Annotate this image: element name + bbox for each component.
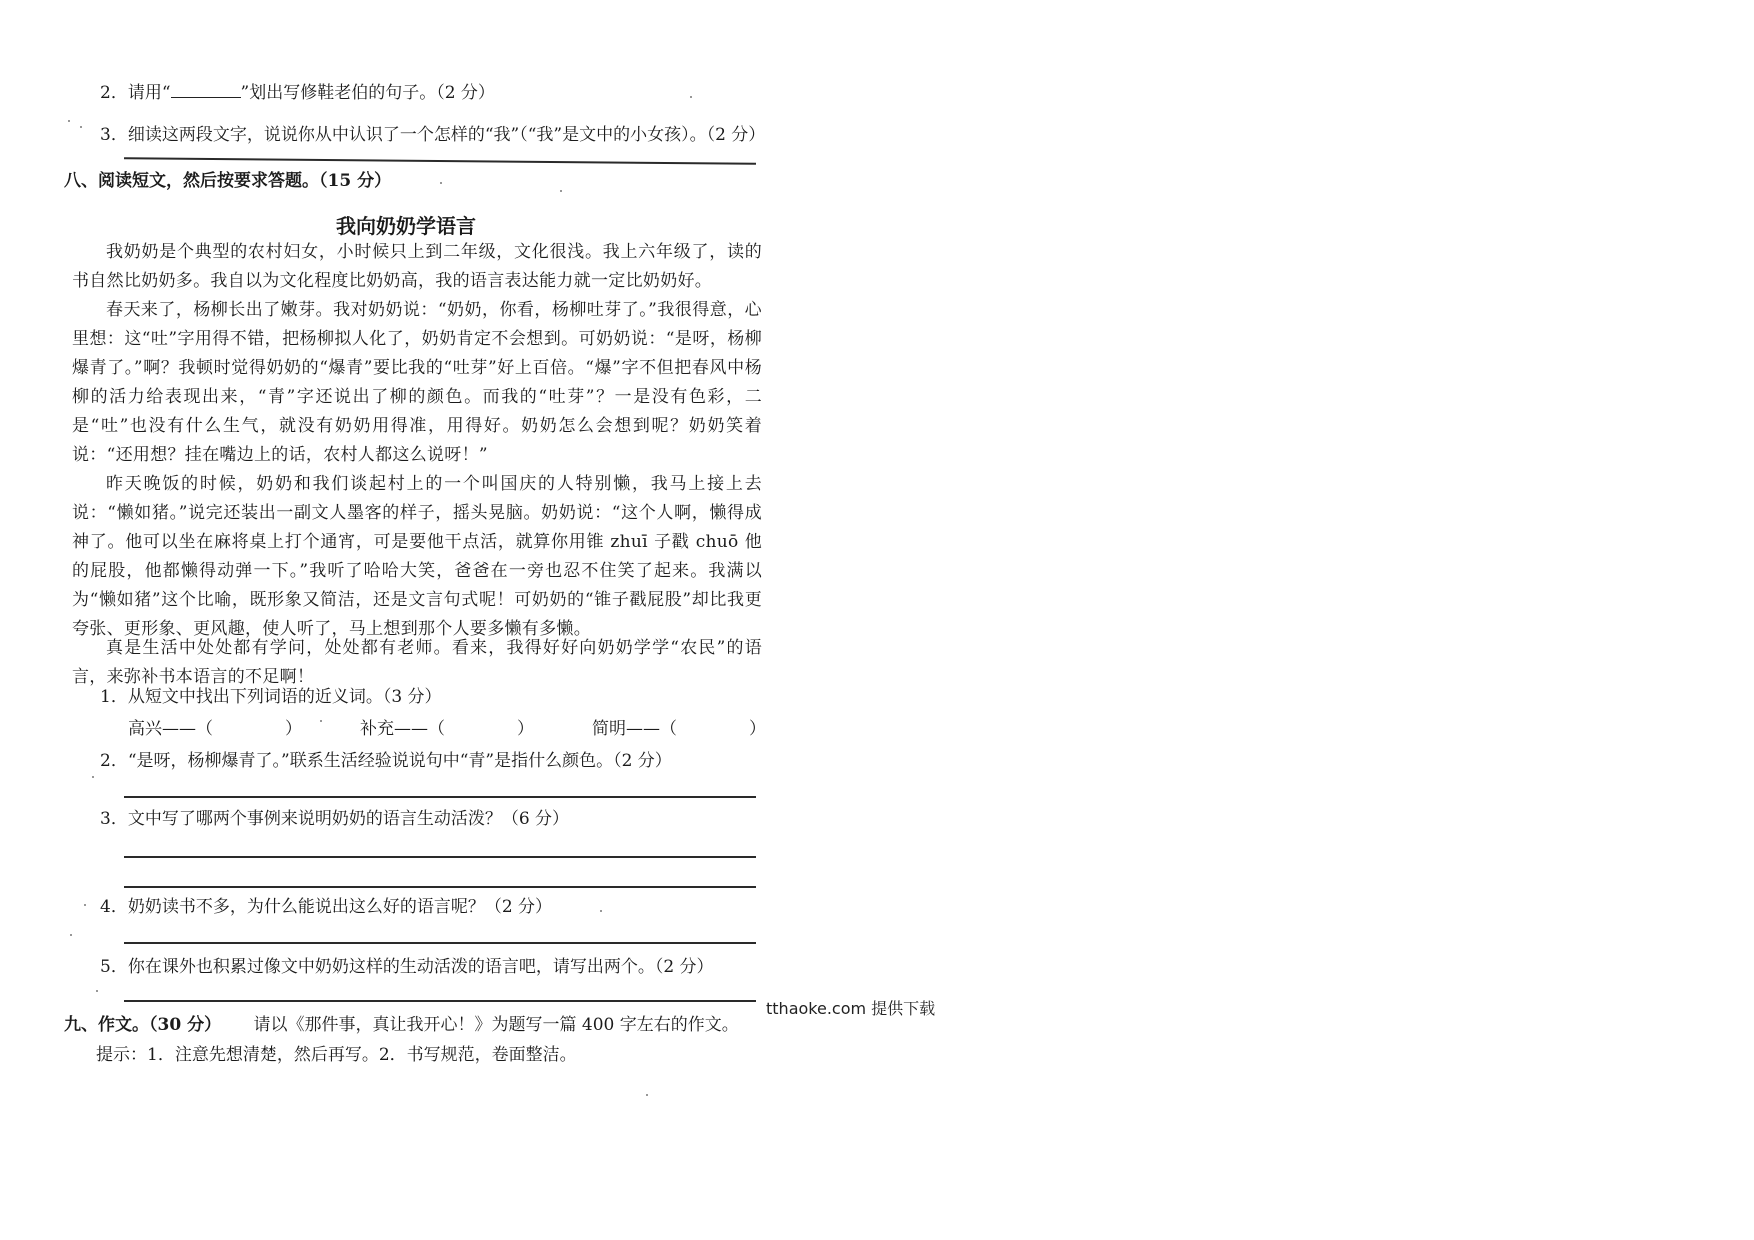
section8-question-4: 4．奶奶读书不多，为什么能说出这么好的语言呢？（2 分）: [100, 897, 553, 917]
answer-line: [124, 157, 756, 165]
section9-heading-line: 九、作文。（30 分） 请以《那件事，真让我开心！》为题写一篇 400 字左右的作文。: [64, 1015, 739, 1035]
scan-speck: [84, 904, 86, 906]
passage-paragraph-3: 昨天晚饭的时候，奶奶和我们谈起村上的一个叫国庆的人特别懒，我马上接上去说：“懒如猪。”说完还装出一副文人墨客的样子，摇头晃脑。奶奶说：“这个人啊，懒得成神了。他可以坐在麻将桌上打个通宵，可是要他干点活，就算你用锥 zhuī 子戳 chuō 他的屁股，他都懒得动弹一下。”我听了哈哈大笑，爸爸在一旁也忍不住笑了起来。我满以为“懒如猪”这个比喻，既形象又简洁，还是文言句式呢！可奶奶的“锥子戳屁股”却比我更夸张、更形象、更风趣，使人听了，马上想到那个人要多懒有多懒。: [72, 474, 762, 639]
section8-question-2: 2．“是呀，杨柳爆青了。”联系生活经验说说句中“青”是指什么颜色。（2 分）: [100, 751, 672, 771]
underline-sample: [171, 83, 241, 98]
scan-speck: [70, 934, 72, 936]
synonym-blanks: 高兴——（ ） 补充——（ ） 简明——（ ）: [128, 719, 766, 739]
scan-speck: [96, 990, 98, 992]
section7-question-3: 3．细读这两段文字，说说你从中认识了一个怎样的“我”（“我”是文中的小女孩）。（2 分）: [100, 125, 766, 145]
scan-speck: [440, 182, 442, 184]
section8-question-5: 5．你在课外也积累过像文中奶奶这样的生动活泼的语言吧，请写出两个。（2 分）: [100, 957, 714, 977]
passage-paragraph-4: 真是生活中处处都有学问，处处都有老师。看来，我得好好向奶奶学学“农民”的语言，来弥补书本语言的不足啊！: [72, 638, 762, 687]
scan-speck: [560, 190, 562, 192]
passage-title: 我向奶奶学语言: [336, 214, 476, 238]
scan-speck: [320, 720, 322, 722]
answer-line: [124, 796, 756, 798]
answer-line: [124, 942, 756, 944]
scan-speck: [80, 126, 82, 128]
scan-speck: [690, 96, 692, 98]
scan-speck: [646, 1094, 648, 1096]
passage-paragraph-1: 我奶奶是个典型的农村妇女，小时候只上到二年级，文化很浅。我上六年级了，读的书自然比奶奶多。我自以为文化程度比奶奶高，我的语言表达能力就一定比奶奶好。: [72, 242, 762, 291]
scan-speck: [68, 120, 70, 122]
section8-question-3: 3．文中写了哪两个事例来说明奶奶的语言生动活泼？（6 分）: [100, 809, 570, 829]
section8-heading: 八、阅读短文，然后按要求答题。（15 分）: [64, 171, 392, 191]
answer-line: [124, 856, 756, 858]
scan-speck: [92, 776, 94, 778]
answer-line: [124, 886, 756, 888]
section8-question-1: 1．从短文中找出下列词语的近义词。（3 分）: [100, 687, 442, 707]
site-watermark: tthaoke.com 提供下载: [766, 999, 936, 1018]
section7-question-2: 2．请用“ ”划出写修鞋老伯的句子。（2 分）: [100, 83, 495, 103]
passage-paragraph-2: 春天来了，杨柳长出了嫩芽。我对奶奶说：“奶奶，你看，杨柳吐芽了。”我很得意，心里想：这“吐”字用得不错，把杨柳拟人化了，奶奶肯定不会想到。可奶奶说：“是呀，杨柳爆青了。”啊？我顿时觉得奶奶的“爆青”要比我的“吐芽”好上百倍。“爆”字不但把春风中杨柳的活力给表现出来，“青”字还说出了柳的颜色。而我的“吐芽”？一是没有色彩，二是“吐”也没有什么生气，就没有奶奶用得准，用得好。奶奶怎么会想到呢？奶奶笑着说：“还用想？挂在嘴边上的话，农村人都这么说呀！”: [72, 300, 762, 465]
scan-speck: [600, 910, 602, 912]
answer-line: [124, 1000, 756, 1002]
section9-tips: 提示：1．注意先想清楚，然后再写。2．书写规范，卷面整洁。: [96, 1045, 577, 1065]
